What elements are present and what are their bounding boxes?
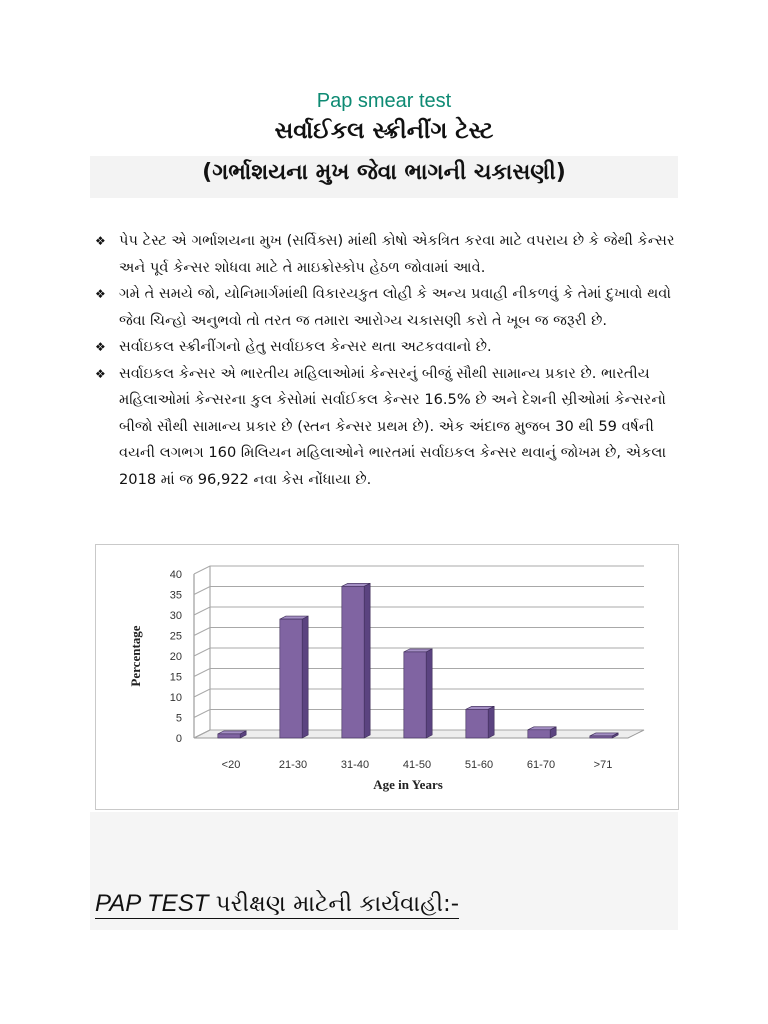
page-title: સર્વાઈકલ સ્ક્રીનીંગ ટેસ્ટ (274, 118, 494, 144)
subtitle-english: Pap smear test (316, 90, 452, 112)
x-tick-label: 21-30 (278, 759, 308, 771)
y-tick-label: 25 (169, 630, 182, 643)
procedure-heading-gu: પરીક્ષણ માટેની કાર્યવાહી:- (208, 891, 460, 917)
list-item (95, 361, 675, 494)
bar-side (364, 583, 370, 738)
y-axis-ticks (170, 569, 182, 745)
list-item-text: સર્વાઇકલ કેન્સર એ ભારતીય મહિલાઓમાં કેન્સરનું બીજું સૌથી સામાન્ય પ્રકાર છે. ભારતીય મહિલાઓમાં કેન્સરના કુલ કેસોમાં સર્વાઈકલ કેન્સર 16.5% છે અને દેશની સ્રીઓમાં કેન્સરનો બીજો સૌથી સામાન્ય પ્રકાર છે (સ્તન કેન્સર પ્રથમ છે). એક અંદાજ મુજબ 30 થી 59 વર્ષની વયની લગભગ 160 મિલિયન મહિલાઓને ભારતમાં સર્વાઇકલ કેન્સર થવાનું જોખમ છે, એકલા 2018 માં જ 96,922 નવા કેસ નોંધાયા છે. (119, 364, 667, 488)
bar-front (528, 730, 550, 738)
bar-front (404, 652, 426, 738)
bar-side (488, 706, 494, 738)
age-distribution-chart (95, 544, 679, 810)
x-axis-ticks (222, 759, 613, 771)
x-tick-label: 31-40 (340, 759, 370, 771)
diamond-bullet-icon: ❖ (95, 366, 106, 381)
bar-front (342, 586, 364, 738)
y-tick-label: 40 (169, 569, 182, 581)
bar (590, 733, 618, 738)
grid-line (194, 566, 644, 574)
bar (342, 583, 370, 738)
x-axis-label: Age in Years (373, 777, 443, 792)
y-tick-label: 30 (169, 610, 182, 622)
diamond-bullet-icon: ❖ (95, 234, 106, 248)
y-axis-label: Percentage (128, 625, 143, 687)
x-tick-label: 51-60 (464, 759, 494, 771)
bar (404, 649, 432, 738)
y-tick-label: 10 (169, 692, 182, 704)
grid-line (194, 587, 644, 595)
y-tick-label: 5 (175, 712, 182, 725)
list-item (95, 228, 675, 281)
bar-front (590, 736, 612, 738)
list-item-text: પેપ ટેસ્ટ એ ગર્ભાશયના મુખ (સર્વિક્સ) માંથી કોષો એકત્રિત કરવા માટે વપરાય છે કે જેથી કેન્સર અને પૂર્વ કેન્સર શોધવા માટે તે માઇક્રોસ્કોપ હેઠળ જોવામાં આવે. (119, 232, 675, 276)
x-tick-label: 61-70 (526, 759, 556, 771)
grid-line (194, 628, 644, 636)
bar (528, 727, 556, 738)
list-item-text: સર્વાઇકલ સ્ક્રીનીંગનો હેતુ સર્વાઇકલ કેન્સર થતા અટકવવાનો છે. (119, 338, 492, 355)
list-item-text: ગમે તે સમયે જો, યોનિમાર્ગમાંથી વિકારયકુત લોહી કે અન્ય પ્રવાહી નીકળવું કે તેમાં દુખાવો થવો જેવા ચિન્હો અનુભવો તો તરત જ તમારા આરોગ્ય ચકાસણી કરો તે ખૂબ જ જરૂરી છે. (119, 285, 672, 329)
diamond-bullet-icon: ❖ (95, 287, 106, 301)
page-subtitle: (ગર્ભાશયના મુખ જેવા ભાગની ચકાસણી) (202, 160, 566, 185)
bar-side (426, 649, 432, 738)
chart-canvas (96, 545, 678, 809)
bullet-list (95, 228, 675, 493)
bar (218, 731, 246, 738)
list-item (95, 334, 675, 361)
procedure-heading (95, 890, 459, 919)
y-tick-label: 20 (169, 651, 182, 663)
bar-front (218, 734, 240, 738)
bar (466, 706, 494, 738)
bar-front (466, 709, 488, 738)
y-tick-label: 35 (169, 589, 182, 602)
diamond-bullet-icon: ❖ (95, 340, 106, 354)
procedure-heading-en: PAP TEST (95, 890, 209, 917)
y-tick-label: 15 (169, 671, 182, 684)
y-tick-label: 0 (175, 733, 182, 745)
x-tick-label: <20 (221, 759, 241, 771)
x-tick-label: 41-50 (402, 759, 432, 771)
grid-line (194, 607, 644, 615)
bar (280, 616, 308, 738)
bar-side (302, 616, 308, 738)
list-item (95, 281, 675, 334)
bar-front (280, 619, 302, 738)
x-tick-label: >71 (593, 759, 613, 771)
